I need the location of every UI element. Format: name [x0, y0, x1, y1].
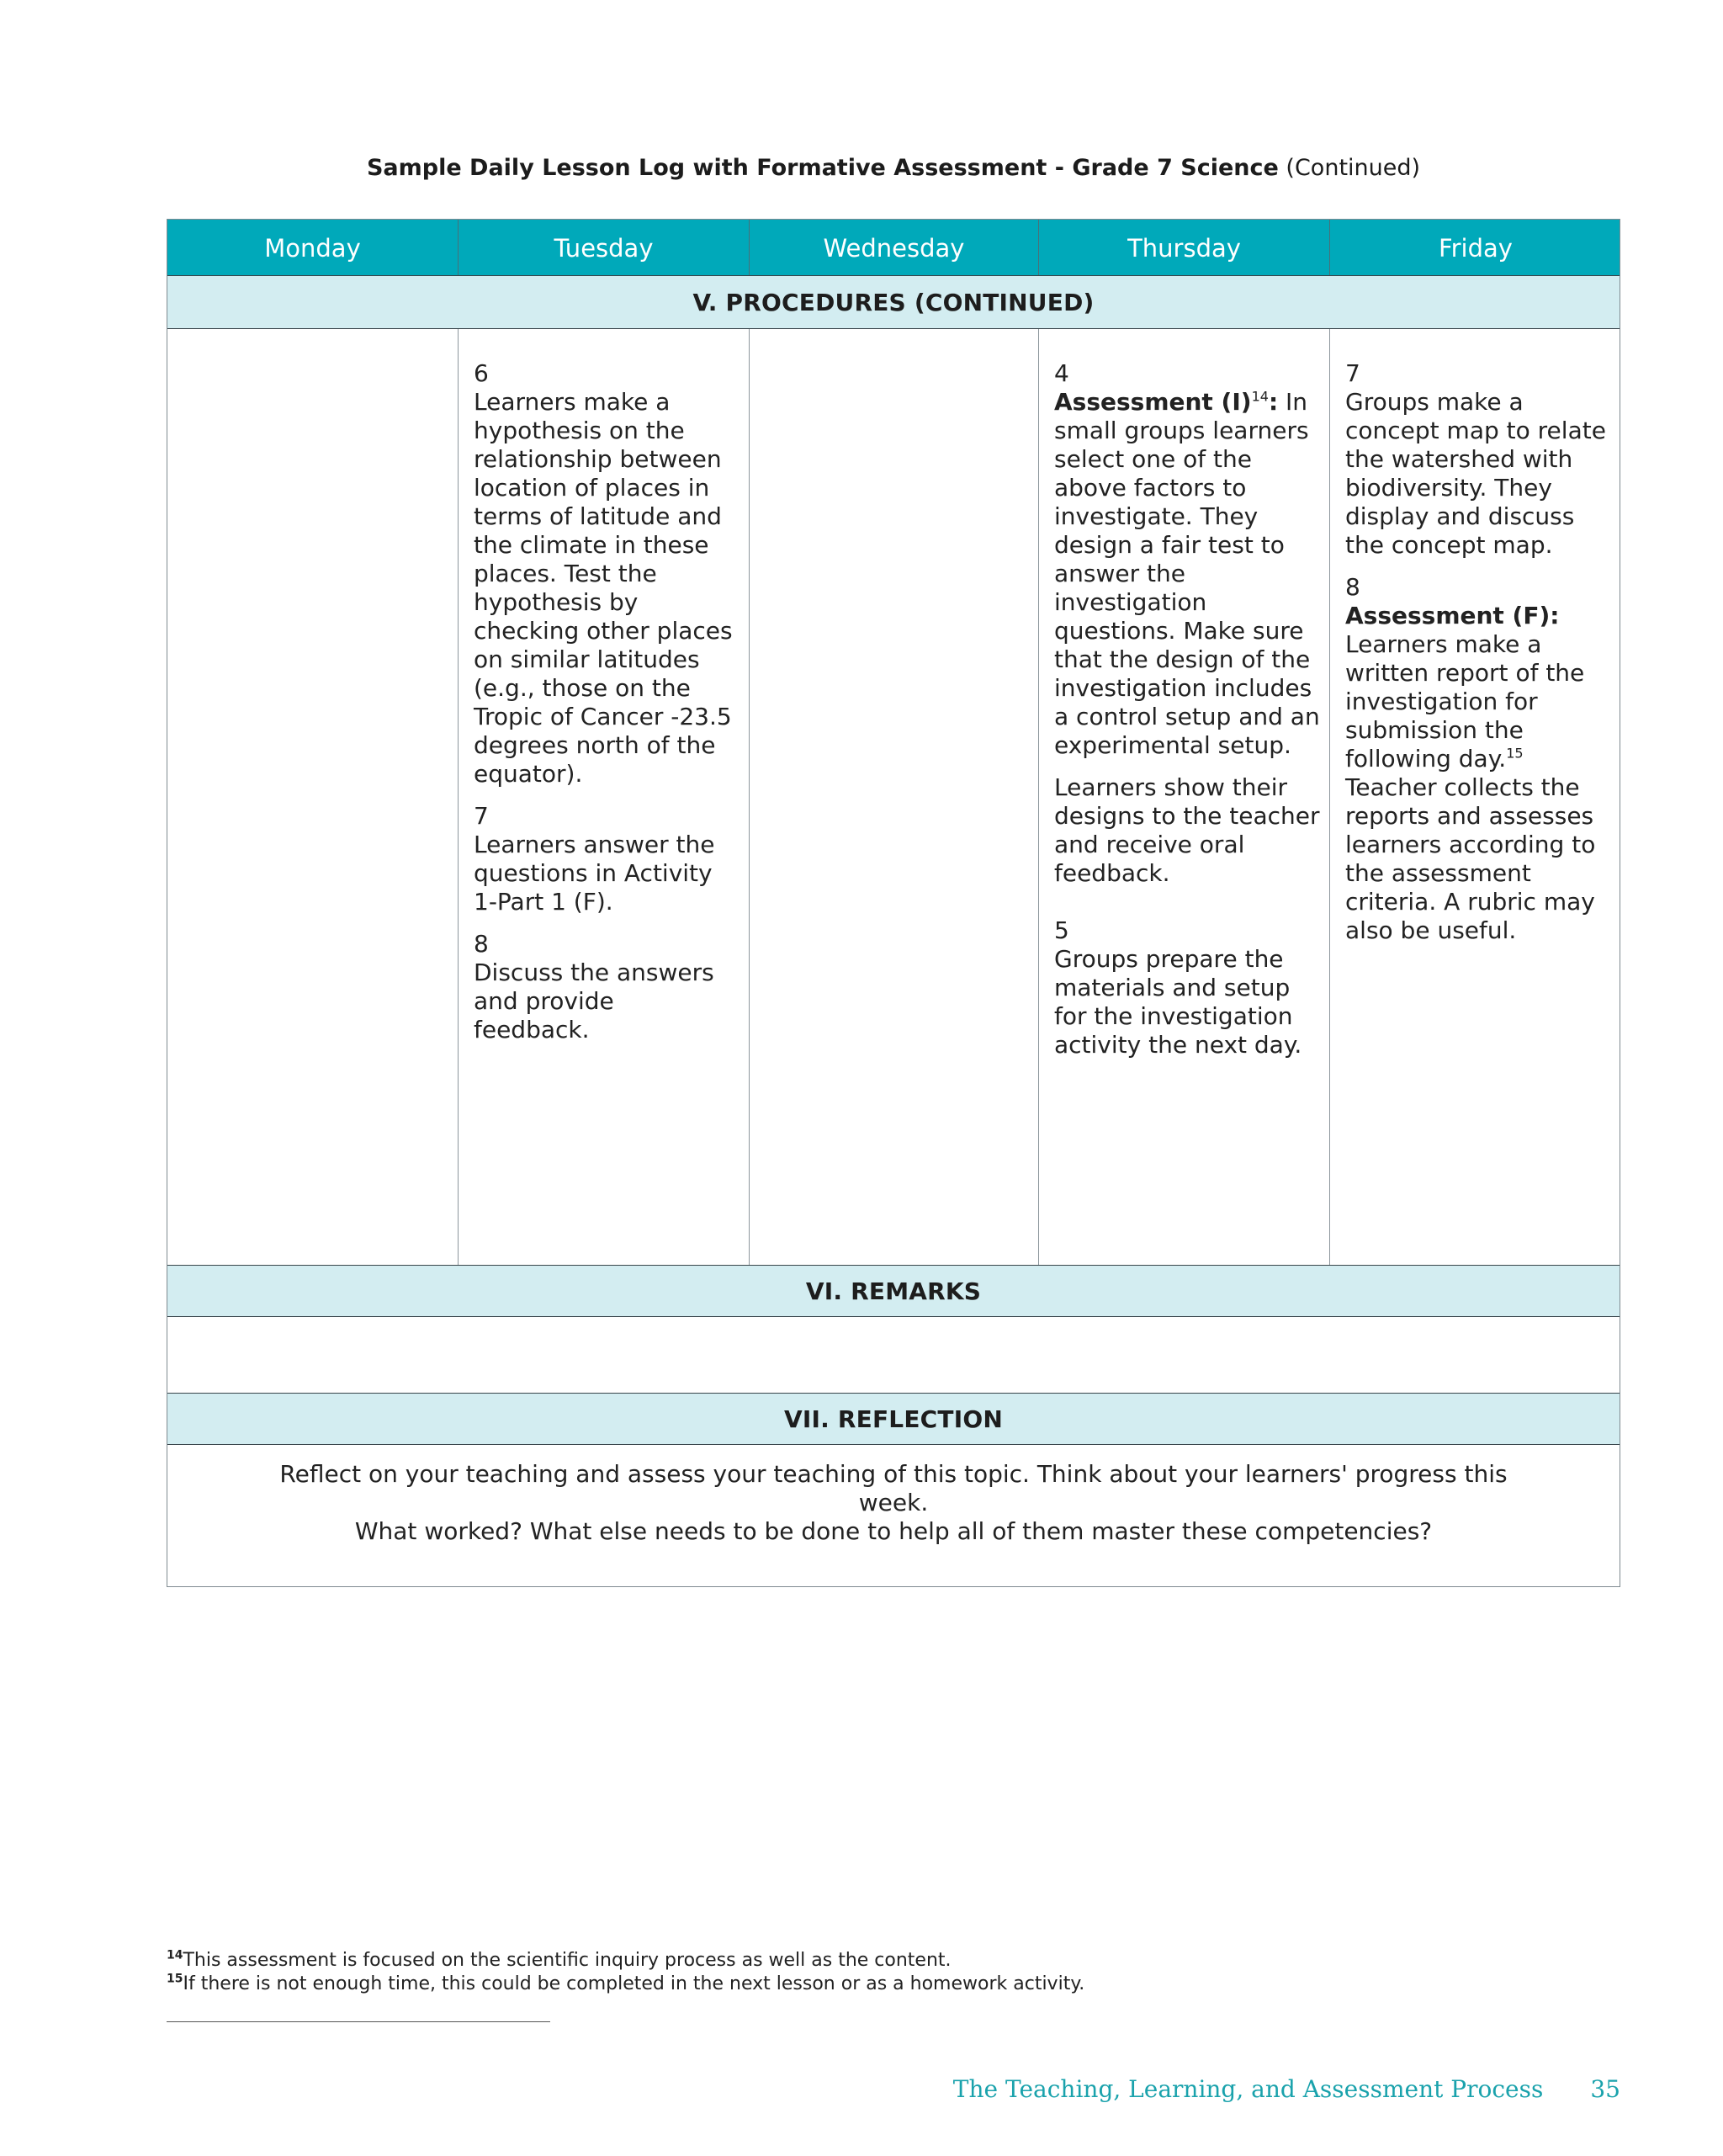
remarks-body [167, 1317, 1620, 1393]
friday-step-7: 7 Groups make a concept map to relate the watershed with biodiversity. They display and discuss the concept map. [1345, 359, 1606, 559]
tuesday-step-7: 7 Learners answer the questions in Activity 1-Part 1 (F). [474, 802, 715, 916]
day-header-thursday: Thursday [1039, 220, 1330, 276]
thursday-cell [1039, 329, 1330, 1265]
page-number: 35 [1590, 2074, 1620, 2103]
friday-cell [1330, 329, 1621, 1265]
friday-step-8: 8 Assessment (F): Learners make a written report of the investigation for submission the following day.$^{15}$ Teacher collects the reports and assesses learners according to the assessment criteria. A rubric may also be useful. [1345, 573, 1596, 944]
reflection-body [167, 1445, 1620, 1586]
page-footer [953, 2072, 1620, 2106]
day-header-wednesday: Wednesday [750, 220, 1039, 276]
wednesday-cell [750, 329, 1039, 1265]
reflection-prompt: Reflect on your teaching and assess your teaching of this topic. Think about your learners' progress this week. What worked? What else needs to be done to help all of them master these competencies? [279, 1460, 1508, 1545]
title-main: Sample Daily Lesson Log with Formative Assessment - Grade 7 Science [366, 155, 1279, 181]
footnotes [167, 1949, 1344, 1996]
day-header-friday: Friday [1439, 233, 1513, 263]
lesson-log-table [167, 219, 1620, 1587]
thursday-step-4: 4 Assessment $(I)^{14}$: In small groups learners select one of the above factors to investigate. They design a fair test to answer the investigation questions. Make sure that the design of the investigation includes a control setup and an experimental setup. [1054, 359, 1320, 759]
remarks-heading: VI. REMARKS [167, 1265, 1620, 1317]
procedures-body-row [167, 329, 1620, 1265]
procedures-heading: V. PROCEDURES (CONTINUED) [167, 275, 1620, 329]
thursday-feedback: Learners show their designs to the teacher and receive oral feedback. [1054, 773, 1320, 887]
tuesday-step-6: 6 Learners make a hypothesis on the relationship between location of places in terms of latitude and the climate in these places. Test the hypothesis by checking other places on similar latitudes (e.g., those on the Tropic of Cancer -23.5 degrees north of the equator). [474, 359, 733, 788]
day-header-tuesday: Tuesday [459, 220, 750, 276]
footer-section-title: The Teaching, Learning, and Assessment Process [952, 2074, 1544, 2103]
thursday-step-5: 5 Groups prepare the materials and setup for the investigation activity the next day. [1054, 916, 1302, 1059]
tuesday-cell [459, 329, 750, 1265]
day-header-row [167, 220, 1620, 276]
monday-cell [167, 329, 459, 1265]
tuesday-step-8: 8 Discuss the answers and provide feedback. [474, 930, 714, 1043]
title-suffix: (Continued) [1286, 155, 1421, 181]
document-title [167, 151, 1620, 185]
day-header-monday: Monday [167, 220, 459, 276]
footnote-15: $^{15}$If there is not enough time, this could be completed in the next lesson or as a homework activity. [167, 1972, 1085, 1994]
footnote-14: $^{14}$This assessment is focused on the scientific inquiry process as well as the content. [167, 1948, 952, 1971]
reflection-heading: VII. REFLECTION [167, 1393, 1620, 1445]
footnote-divider [167, 2021, 550, 2022]
